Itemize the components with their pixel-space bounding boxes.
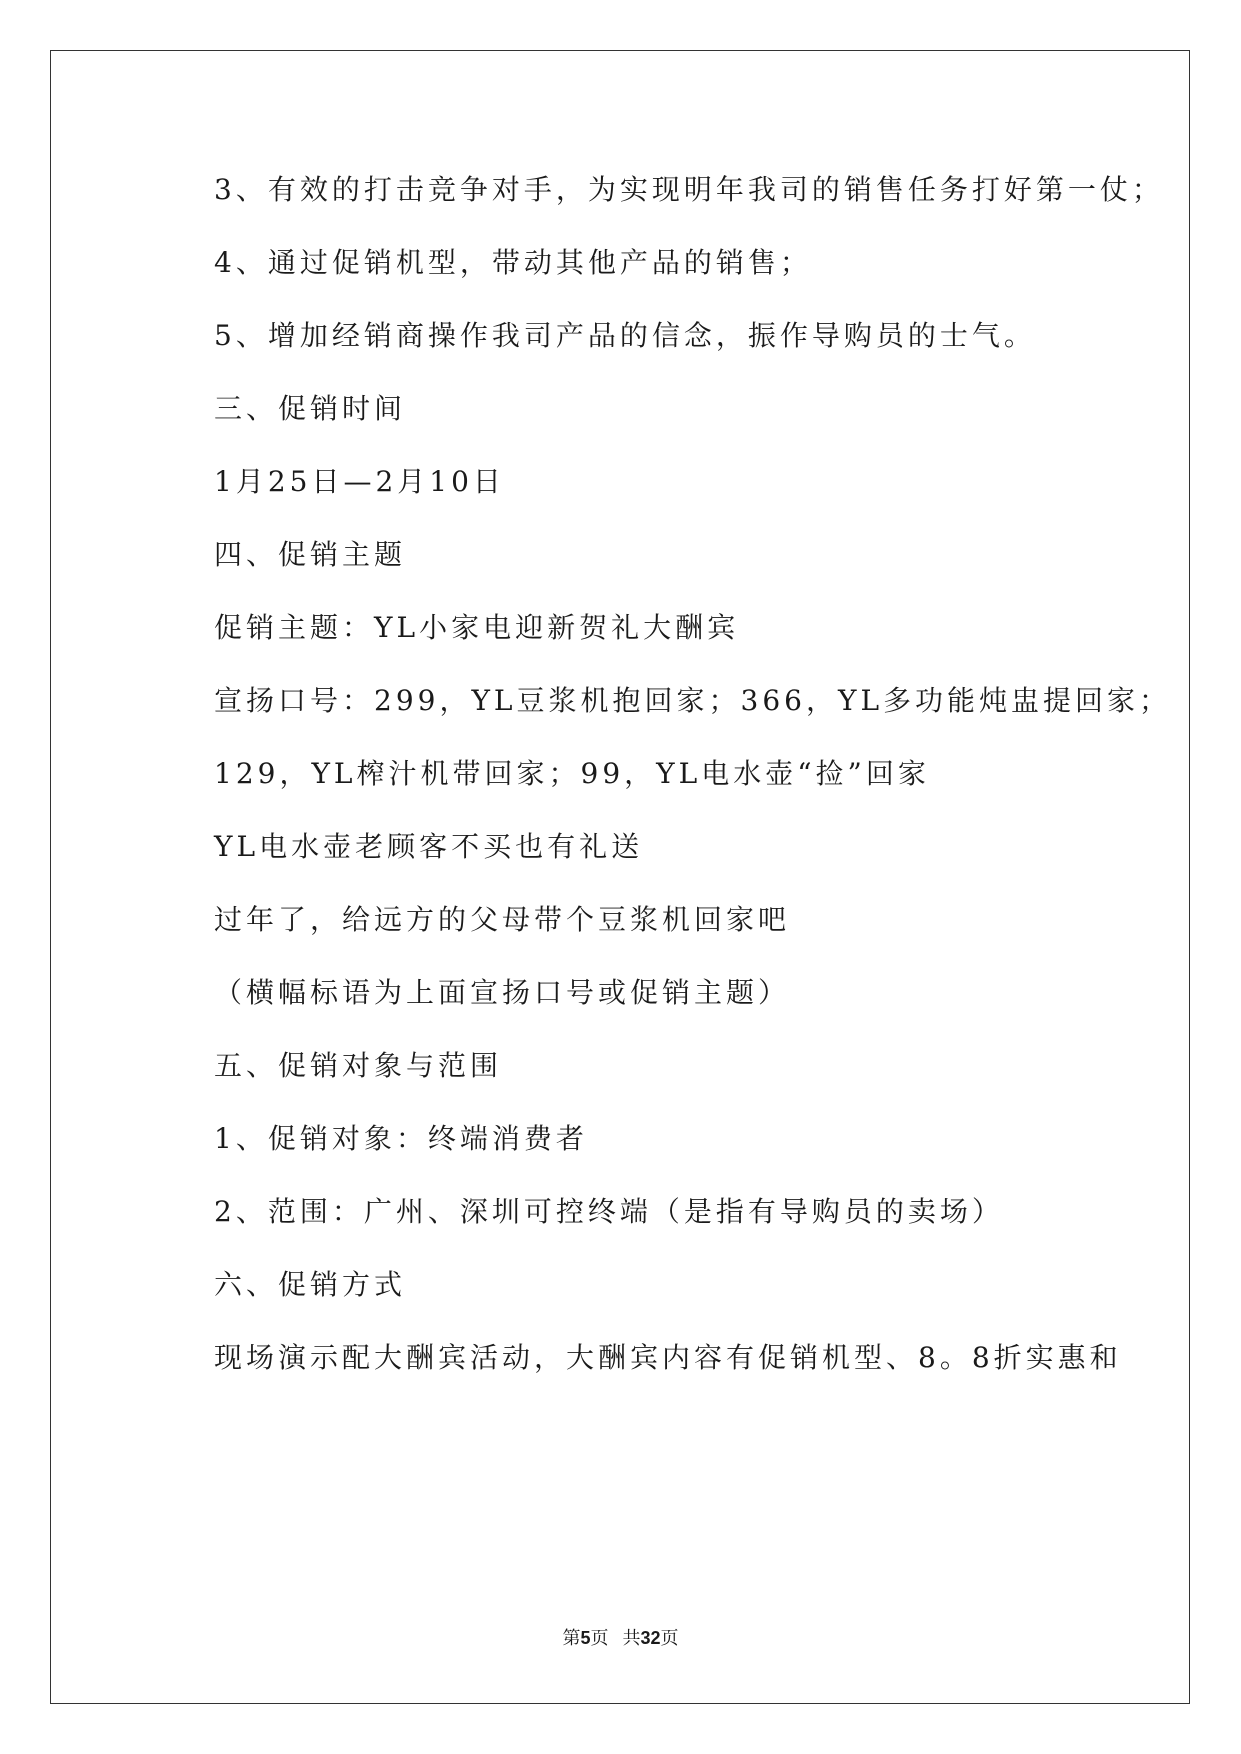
text-line: 现场演示配大酬宾活动，大酬宾内容有促销机型、8。8折实惠和 <box>214 1341 1122 1374</box>
page-border <box>50 50 1190 1704</box>
text-line: 129，YL榨汁机带回家；99，YL电水壶“捡”回家 <box>214 757 930 790</box>
text-line: YL电水壶老顾客不买也有礼送 <box>214 830 644 863</box>
page-number: 5 <box>580 1628 591 1648</box>
section-heading: 四、促销主题 <box>214 538 407 571</box>
total-suffix: 页 <box>660 1628 679 1649</box>
section-heading: 五、促销对象与范围 <box>214 1049 503 1082</box>
text-line: 宣扬口号：299，YL豆浆机抱回家；366，YL多功能炖盅提回家； <box>214 684 1172 717</box>
section-heading: 六、促销方式 <box>214 1268 407 1301</box>
text-line: （横幅标语为上面宣扬口号或促销主题） <box>214 976 791 1009</box>
page-footer <box>0 1624 1241 1650</box>
page-prefix: 第 <box>562 1628 581 1649</box>
text-line: 1、促销对象：终端消费者 <box>214 1122 588 1155</box>
total-pages: 32 <box>640 1628 661 1648</box>
text-line: 1月25日—2月10日 <box>214 465 505 498</box>
text-line: 过年了，给远方的父母带个豆浆机回家吧 <box>214 903 791 936</box>
page-suffix: 页 <box>590 1628 609 1649</box>
text-line: 4、通过促销机型，带动其他产品的销售； <box>214 246 812 279</box>
text-line: 2、范围：广州、深圳可控终端（是指有导购员的卖场） <box>214 1195 1004 1228</box>
text-line: 5、增加经销商操作我司产品的信念，振作导购员的士气。 <box>214 319 1036 352</box>
text-line: 促销主题：YL小家电迎新贺礼大酬宾 <box>214 611 740 644</box>
total-prefix: 共 <box>622 1628 641 1649</box>
section-heading: 三、促销时间 <box>214 392 407 425</box>
text-line: 3、有效的打击竞争对手，为实现明年我司的销售任务打好第一仗； <box>214 173 1164 206</box>
